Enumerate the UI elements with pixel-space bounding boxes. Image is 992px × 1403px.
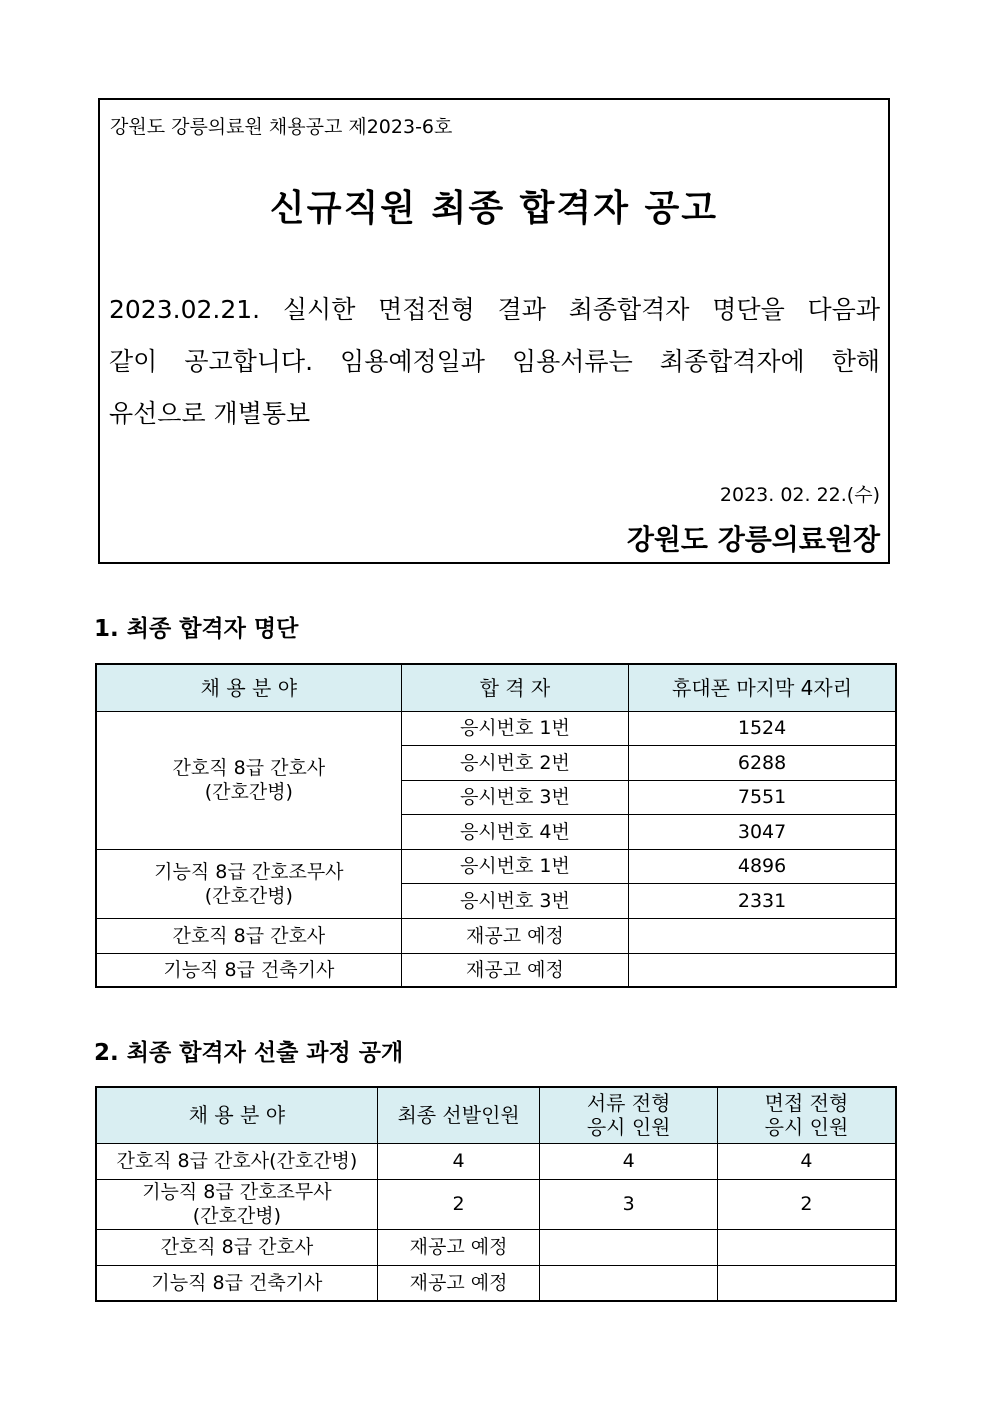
- header-final-count: 최종 선발인원: [377, 1087, 540, 1143]
- final-passers-table: [95, 663, 897, 988]
- table-row: [96, 1179, 896, 1229]
- notice-organization: 강원도 강릉의료원장: [626, 523, 880, 556]
- field-cell: 간호직 8급 간호사: [96, 918, 401, 953]
- phone-cell: [629, 953, 896, 987]
- phone-cell: 7551: [629, 780, 896, 814]
- field-sub: (간호간병): [204, 884, 293, 907]
- field-sub: (간호간병): [192, 1205, 282, 1227]
- field-cell: 간호직 8급 간호사: [96, 1229, 377, 1265]
- notice-reference: 강원도 강릉의료원 채용공고 제2023-6호: [110, 116, 453, 138]
- phone-cell: 3047: [629, 814, 896, 849]
- document-count-cell: [540, 1229, 718, 1265]
- notice-date: 2023. 02. 22.(수): [719, 484, 880, 506]
- header-field: 채 용 분 야: [96, 1087, 377, 1143]
- header-interview-screening: [717, 1087, 896, 1143]
- document-count-cell: 3: [540, 1179, 718, 1229]
- table-row: [96, 1143, 896, 1179]
- section1-title: 1. 최종 합격자 명단: [94, 616, 299, 642]
- notice-body-line-3: 유선으로 개별통보: [109, 399, 311, 428]
- header-interview-line-1: 면접 전형: [764, 1091, 849, 1116]
- applicant-cell: 응시번호 4번: [401, 814, 628, 849]
- applicant-cell: 재공고 예정: [401, 953, 628, 987]
- field-name: 기능직 8급 간호조무사: [142, 1181, 332, 1203]
- field-sub: (간호간병): [204, 781, 293, 803]
- table-header-row: [96, 1087, 896, 1143]
- field-cell: 기능직 8급 건축기사: [96, 953, 401, 987]
- header-document-line-2: 응시 인원: [586, 1115, 671, 1140]
- notice-box: [98, 98, 890, 564]
- header-document-screening: [540, 1087, 718, 1143]
- interview-count-cell: 2: [717, 1179, 896, 1229]
- phone-cell: 1524: [629, 711, 896, 745]
- table-row: [96, 1265, 896, 1301]
- selection-process-table: [95, 1086, 897, 1302]
- notice-body: [109, 284, 880, 440]
- phone-cell: 4896: [629, 849, 896, 883]
- header-applicant: 합 격 자: [401, 664, 628, 711]
- phone-cell: 2331: [629, 883, 896, 918]
- field-name: 기능직 8급 간호조무사: [154, 860, 344, 883]
- notice-title: 신규직원 최종 합격자 공고: [269, 188, 719, 229]
- applicant-cell: 응시번호 1번: [401, 711, 628, 745]
- field-cell: [96, 849, 401, 918]
- table-row: [96, 1229, 896, 1265]
- field-cell: 간호직 8급 간호사(간호간병): [96, 1143, 377, 1179]
- section2-title: 2. 최종 합격자 선출 과정 공개: [94, 1040, 404, 1066]
- phone-cell: [629, 918, 896, 953]
- applicant-cell: 응시번호 1번: [401, 849, 628, 883]
- phone-cell: 6288: [629, 745, 896, 780]
- notice-body-line-2: 같이 공고합니다. 임용예정일과 임용서류는 최종합격자에 한해: [109, 347, 880, 376]
- document-count-cell: 4: [540, 1143, 718, 1179]
- header-interview-line-2: 응시 인원: [764, 1115, 849, 1140]
- table-header-row: [96, 664, 896, 711]
- final-count-cell: 재공고 예정: [377, 1265, 540, 1301]
- field-cell: [96, 711, 401, 849]
- document-count-cell: [540, 1265, 718, 1301]
- applicant-cell: 응시번호 3번: [401, 780, 628, 814]
- header-phone: 휴대폰 마지막 4자리: [629, 664, 896, 711]
- applicant-cell: 재공고 예정: [401, 918, 628, 953]
- table-row: [96, 711, 896, 745]
- field-name: 간호직 8급 간호사: [172, 757, 326, 779]
- interview-count-cell: [717, 1229, 896, 1265]
- header-document-line-1: 서류 전형: [586, 1091, 671, 1116]
- applicant-cell: 응시번호 2번: [401, 745, 628, 780]
- interview-count-cell: [717, 1265, 896, 1301]
- applicant-cell: 응시번호 3번: [401, 883, 628, 918]
- table-row: [96, 918, 896, 953]
- notice-body-line-1: 2023.02.21. 실시한 면접전형 결과 최종합격자 명단을 다음과: [109, 295, 880, 324]
- field-cell: 기능직 8급 건축기사: [96, 1265, 377, 1301]
- field-cell: [96, 1179, 377, 1229]
- interview-count-cell: 4: [717, 1143, 896, 1179]
- table-row: [96, 953, 896, 987]
- final-count-cell: 재공고 예정: [377, 1229, 540, 1265]
- final-count-cell: 2: [377, 1179, 540, 1229]
- table-row: [96, 849, 896, 883]
- header-field: 채 용 분 야: [96, 664, 401, 711]
- final-count-cell: 4: [377, 1143, 540, 1179]
